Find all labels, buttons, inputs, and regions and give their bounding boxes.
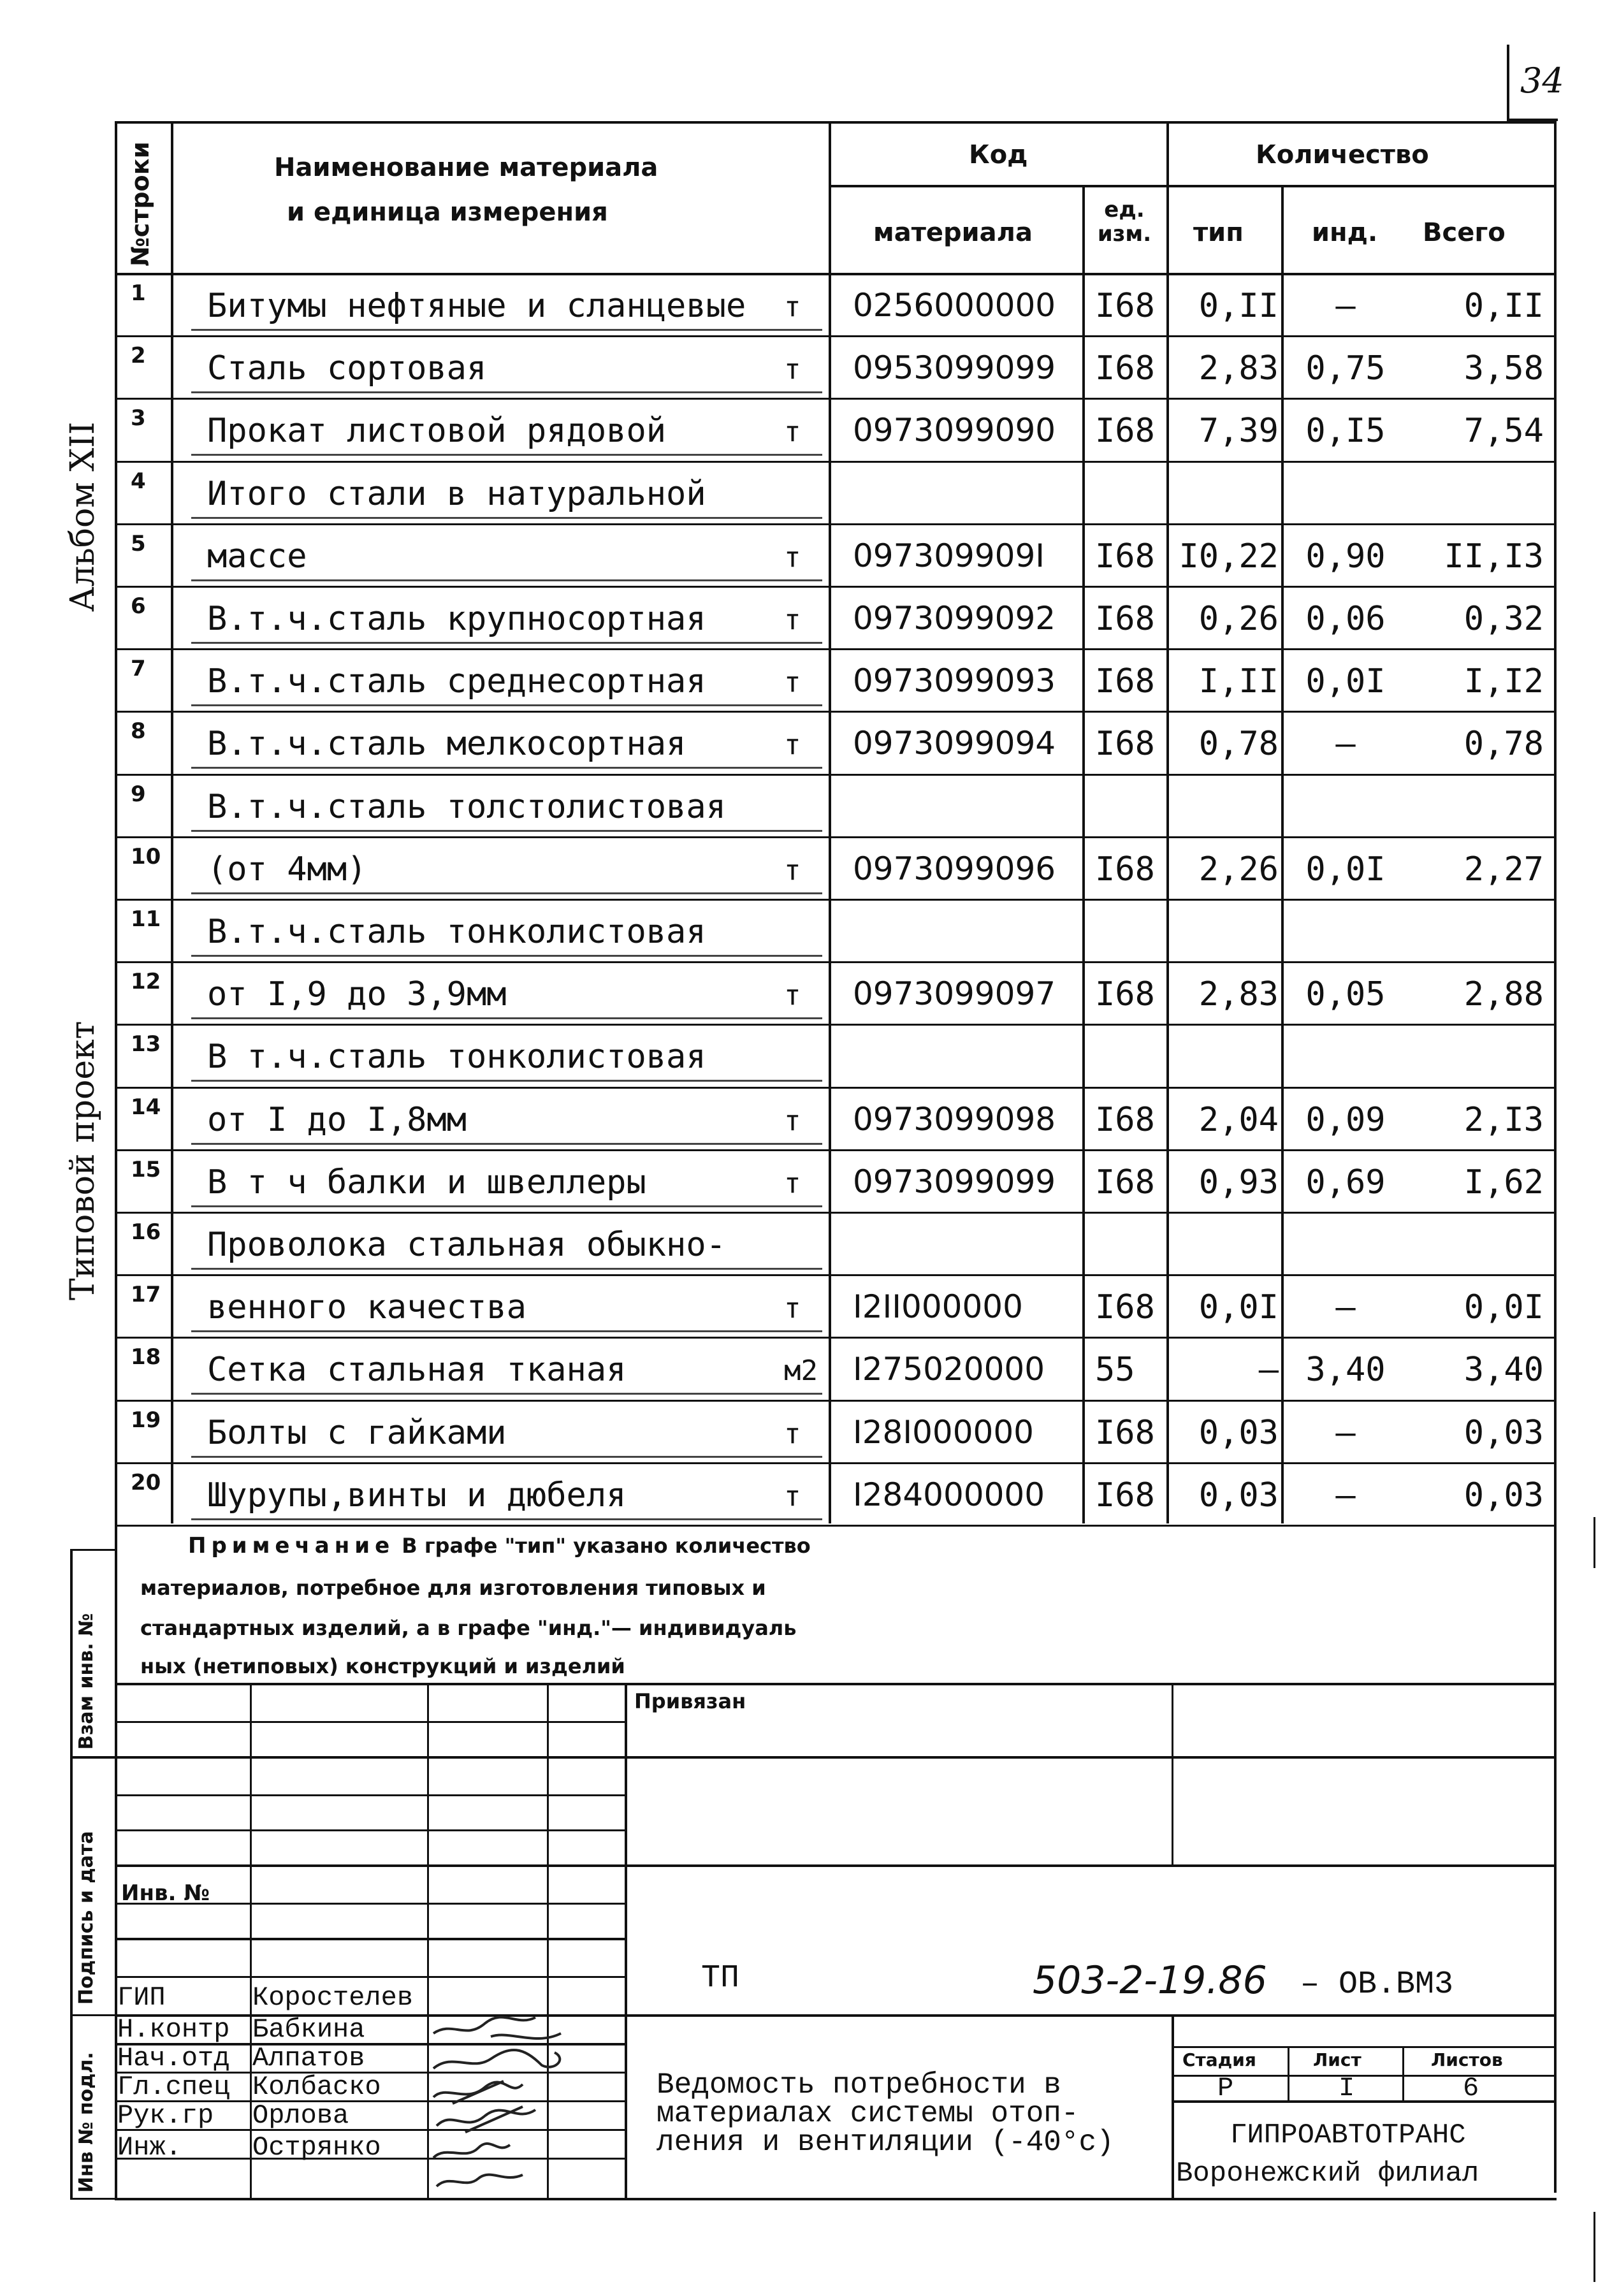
- material-unit-letter: м2: [784, 1355, 818, 1388]
- header-name-line1: Наименование материала: [274, 153, 658, 182]
- row-number: 15: [131, 1156, 161, 1182]
- header-typ: тип: [1193, 218, 1244, 247]
- material-unit-letter: т: [784, 1104, 801, 1137]
- material-unit-letter: т: [784, 416, 801, 449]
- role-name: Острянко: [252, 2132, 381, 2163]
- qty-total: 0,03: [1463, 1413, 1544, 1452]
- material-code: 0973099094: [853, 725, 1056, 762]
- qty-total: 0,32: [1463, 600, 1544, 638]
- material-unit-letter: т: [784, 1479, 801, 1513]
- material-name: В.т.ч.сталь крупносортная: [207, 600, 706, 638]
- material-code: 0973099099: [853, 1163, 1056, 1200]
- unit-code: I68: [1095, 725, 1155, 764]
- qty-total: 7,54: [1463, 412, 1544, 451]
- material-unit-letter: т: [784, 541, 801, 574]
- material-unit-letter: т: [784, 666, 801, 699]
- unit-code: 55: [1095, 1351, 1135, 1390]
- qty-total: 2,88: [1463, 975, 1544, 1014]
- role-label: Нач.отд: [117, 2043, 230, 2074]
- qty-ind: 0,06: [1305, 600, 1386, 638]
- role-label: Гл.спец: [117, 2072, 230, 2102]
- material-code: 0256000000: [853, 287, 1056, 324]
- qty-total: 0,0I: [1463, 1288, 1544, 1327]
- header-ind: инд.: [1312, 218, 1378, 247]
- qty-typ: 2,83: [1198, 349, 1279, 388]
- header-quantity: Количество: [1256, 140, 1429, 170]
- material-code: I284000000: [853, 1476, 1045, 1513]
- material-code: 0973099097: [853, 975, 1056, 1013]
- qty-typ: 0,93: [1198, 1163, 1279, 1202]
- qty-typ: 0,78: [1198, 725, 1279, 764]
- row-number: 13: [131, 1031, 161, 1057]
- material-name: Сетка стальная тканая: [207, 1351, 627, 1390]
- qty-typ: 0,03: [1198, 1476, 1279, 1515]
- material-code: I28I000000: [853, 1413, 1034, 1451]
- material-name: от I,9 до 3,9мм: [207, 975, 507, 1014]
- note-line2: материалов, потребное для изготовления типовых и: [140, 1576, 766, 1600]
- row-number: 2: [131, 343, 146, 369]
- qty-ind: –: [1335, 1288, 1356, 1327]
- doc-title-line1: Ведомость потребности в: [657, 2068, 1061, 2102]
- stage-value: Р: [1217, 2073, 1234, 2103]
- row-number: 16: [131, 1219, 161, 1245]
- qty-total: 2,27: [1463, 850, 1544, 889]
- qty-ind: –: [1335, 1476, 1356, 1515]
- qty-total: 3,58: [1463, 349, 1544, 388]
- material-name: Болты с гайками: [207, 1413, 507, 1452]
- side-podpis: Подпись и дата: [75, 1831, 98, 2005]
- qty-typ: 0,0I: [1198, 1288, 1279, 1327]
- material-name: Битумы нефтяные и сланцевые: [207, 287, 746, 325]
- qty-total: 3,40: [1463, 1351, 1544, 1390]
- sheet-value: I: [1339, 2073, 1355, 2103]
- material-unit-letter: т: [784, 353, 801, 386]
- material-unit-letter: т: [784, 979, 801, 1012]
- qty-total: 0,03: [1463, 1476, 1544, 1515]
- qty-typ: 0,03: [1198, 1413, 1279, 1452]
- side-project: Типовой проект: [64, 1021, 102, 1300]
- sheet-label: Лист: [1313, 2049, 1361, 2070]
- role-name: Бабкина: [252, 2014, 365, 2045]
- material-name: В.т.ч.сталь мелкосортная: [207, 725, 686, 764]
- role-name: Алпатов: [252, 2043, 365, 2074]
- material-name: Проволока стальная обыкно-: [207, 1226, 726, 1264]
- material-name: В.т.ч.сталь толстолистовая: [207, 787, 726, 826]
- org-branch: Воронежский филиал: [1176, 2158, 1479, 2190]
- header-material: материала: [873, 218, 1033, 247]
- frame-right: [1554, 121, 1557, 2193]
- side-album: Альбом XII: [64, 421, 102, 612]
- qty-total: 2,I3: [1463, 1100, 1544, 1139]
- sheets-value: 6: [1463, 2073, 1479, 2103]
- material-name: В.т.ч.сталь тонколистовая: [207, 913, 706, 951]
- material-unit-letter: т: [784, 729, 801, 762]
- header-name-line2: и единица измерения: [287, 198, 608, 227]
- material-code: I2II000000: [853, 1288, 1023, 1326]
- row-number: 7: [131, 656, 146, 682]
- material-code: 097309909I: [853, 537, 1045, 574]
- material-code: 0973099093: [853, 662, 1056, 700]
- row-number: 14: [131, 1094, 161, 1120]
- qty-typ: 2,26: [1198, 850, 1279, 889]
- material-name: Сталь сортовая: [207, 349, 487, 388]
- row-number: 19: [131, 1407, 161, 1433]
- qty-ind: –: [1335, 1413, 1356, 1452]
- header-row-no: №строки: [126, 142, 154, 266]
- material-name: венного качества: [207, 1288, 526, 1327]
- note-label: Примечание: [188, 1533, 395, 1559]
- material-name: В.т.ч.сталь среднесортная: [207, 662, 706, 701]
- material-name: В т.ч.сталь тонколистовая: [207, 1038, 706, 1077]
- material-name: Итого стали в натуральной: [207, 474, 706, 513]
- qty-ind: 3,40: [1305, 1351, 1386, 1390]
- note-line4: ных (нетиповых) конструкций и изделий: [140, 1654, 625, 1678]
- row-number: 11: [131, 906, 161, 932]
- side-inv-podl: Инв № подл.: [75, 2052, 98, 2193]
- org-name: ГИПРОАВТОТРАНС: [1230, 2119, 1466, 2151]
- unit-code: I68: [1095, 975, 1155, 1014]
- material-code: 0973099098: [853, 1100, 1056, 1138]
- material-name: Прокат листовой рядовой: [207, 412, 667, 451]
- page-number: 34: [1520, 61, 1564, 101]
- row-number: 3: [131, 405, 146, 432]
- qty-total: II,I3: [1444, 537, 1544, 576]
- role-name: Коростелев: [252, 1982, 414, 2013]
- doc-code: 503-2-19.86: [1033, 1958, 1267, 2003]
- doc-suffix: – ОВ.ВМ3: [1300, 1966, 1454, 2003]
- material-name: В т ч балки и швеллеры: [207, 1163, 646, 1202]
- doc-tp: ТП: [701, 1960, 740, 1996]
- inv-no-label: Инв. №: [121, 1880, 210, 1906]
- qty-ind: 0,69: [1305, 1163, 1386, 1202]
- material-unit-letter: т: [784, 1417, 801, 1450]
- unit-code: I68: [1095, 287, 1155, 325]
- material-unit-letter: т: [784, 1292, 801, 1325]
- role-name: Колбаско: [252, 2072, 381, 2102]
- unit-code: I68: [1095, 600, 1155, 638]
- qty-typ: –: [1258, 1351, 1279, 1390]
- qty-ind: 0,0I: [1305, 662, 1386, 701]
- row-number: 6: [131, 593, 146, 619]
- privyazan-label: Привязан: [634, 1689, 746, 1713]
- unit-code: I68: [1095, 537, 1155, 576]
- qty-typ: 0,26: [1198, 600, 1279, 638]
- row-number: 12: [131, 969, 161, 995]
- row-number: 20: [131, 1469, 161, 1495]
- row-number: 4: [131, 468, 146, 494]
- note-line1: В графе "тип" указано количество: [402, 1534, 811, 1558]
- note-line3: стандартных изделий, а в графе "инд."— индивидуаль: [140, 1616, 797, 1640]
- stage-label: Стадия: [1182, 2049, 1256, 2070]
- qty-typ: 0,II: [1198, 287, 1279, 325]
- role-label: Рук.гр: [117, 2100, 214, 2131]
- qty-total: 0,78: [1463, 725, 1544, 764]
- sheets-label: Листов: [1431, 2049, 1503, 2070]
- qty-ind: 0,0I: [1305, 850, 1386, 889]
- qty-total: I,62: [1463, 1163, 1544, 1202]
- role-label: Н.контр: [117, 2014, 230, 2045]
- material-code: 0973099096: [853, 850, 1056, 887]
- material-code: 0953099099: [853, 349, 1056, 387]
- unit-code: I68: [1095, 850, 1155, 889]
- role-label: Инж.: [117, 2132, 182, 2163]
- unit-code: I68: [1095, 1413, 1155, 1452]
- header-total: Всего: [1423, 218, 1506, 247]
- material-name: массе: [207, 537, 307, 576]
- row-number: 9: [131, 781, 146, 807]
- row-number: 18: [131, 1344, 161, 1370]
- header-code: Код: [969, 140, 1028, 170]
- qty-typ: 7,39: [1198, 412, 1279, 451]
- material-name: Шурупы,винты и дюбеля: [207, 1476, 627, 1515]
- qty-total: I,I2: [1463, 662, 1544, 701]
- doc-title-line2: материалах системы отоп-: [657, 2097, 1079, 2130]
- material-name: от I до I,8мм: [207, 1100, 467, 1139]
- qty-ind: –: [1335, 725, 1356, 764]
- unit-code: I68: [1095, 412, 1155, 451]
- frame-left: [115, 121, 117, 2199]
- side-vzam: Взам инв. №: [75, 1613, 98, 1750]
- row-number: 10: [131, 843, 161, 869]
- qty-ind: 0,I5: [1305, 412, 1386, 451]
- qty-ind: 0,90: [1305, 537, 1386, 576]
- unit-code: I68: [1095, 1288, 1155, 1327]
- doc-title-line3: ления и вентиляции (-40°с): [657, 2126, 1114, 2159]
- material-unit-letter: т: [784, 291, 801, 323]
- material-code: 0973099090: [853, 412, 1056, 449]
- qty-typ: I,II: [1198, 662, 1279, 701]
- signatures: [427, 2008, 580, 2199]
- row-number: 8: [131, 718, 146, 745]
- role-name: Орлова: [252, 2100, 349, 2131]
- role-label: ГИП: [117, 1982, 166, 2013]
- unit-code: I68: [1095, 1100, 1155, 1139]
- material-unit-letter: т: [784, 1166, 801, 1200]
- row-number: 1: [131, 280, 146, 306]
- qty-ind: 0,05: [1305, 975, 1386, 1014]
- row-number: 17: [131, 1282, 161, 1308]
- qty-typ: I0,22: [1179, 537, 1279, 576]
- unit-code: I68: [1095, 662, 1155, 701]
- qty-typ: 2,83: [1198, 975, 1279, 1014]
- unit-code: I68: [1095, 1476, 1155, 1515]
- qty-total: 0,II: [1463, 287, 1544, 325]
- material-code: I275020000: [853, 1351, 1045, 1388]
- qty-typ: 2,04: [1198, 1100, 1279, 1139]
- row-number: 5: [131, 530, 146, 556]
- qty-ind: –: [1335, 287, 1356, 325]
- qty-ind: 0,09: [1305, 1100, 1386, 1139]
- material-unit-letter: т: [784, 604, 801, 636]
- unit-code: I68: [1095, 1163, 1155, 1202]
- material-name: (от 4мм): [207, 850, 367, 889]
- material-code: 0973099092: [853, 600, 1056, 637]
- header-unit: ед. изм.: [1097, 197, 1152, 247]
- unit-code: I68: [1095, 349, 1155, 388]
- material-unit-letter: т: [784, 854, 801, 887]
- qty-ind: 0,75: [1305, 349, 1386, 388]
